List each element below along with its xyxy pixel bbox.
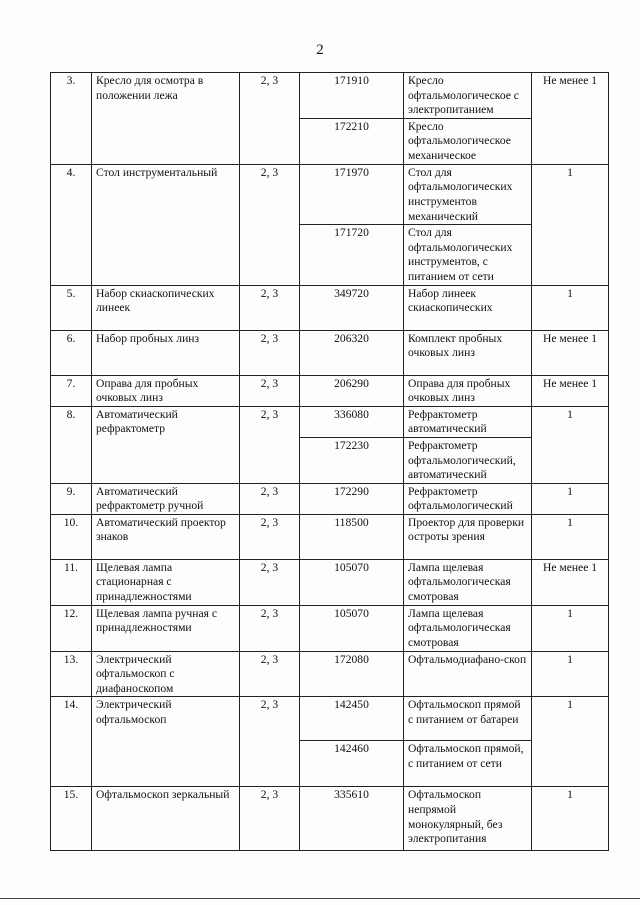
item-code: 172210	[300, 118, 404, 164]
row-number: 6.	[51, 330, 92, 375]
item-code: 172290	[300, 483, 404, 514]
item-code: 171910	[300, 73, 404, 119]
page-bottom-edge	[0, 898, 640, 899]
quantity: 1	[532, 787, 609, 851]
item-code: 206320	[300, 330, 404, 375]
table-row	[51, 787, 609, 851]
indication: 2, 3	[240, 164, 300, 285]
indication: 2, 3	[240, 787, 300, 851]
item-code: 118500	[300, 514, 404, 559]
row-number: 8.	[51, 406, 92, 483]
item-description: Лампа щелевая офтальмологическая смотровая	[404, 559, 532, 605]
indication: 2, 3	[240, 651, 300, 697]
quantity: Не менее 1	[532, 73, 609, 165]
quantity: 1	[532, 164, 609, 285]
indication: 2, 3	[240, 483, 300, 514]
table-row	[51, 330, 609, 375]
table-row	[51, 406, 609, 437]
quantity: 1	[532, 514, 609, 559]
table-row	[51, 483, 609, 514]
quantity: 1	[532, 285, 609, 330]
item-description: Офтальмоскоп прямой, с питанием от сети	[404, 741, 532, 787]
item-description: Проектор для проверки остроты зрения	[404, 514, 532, 559]
item-description: Оправа для пробных очковых линз	[404, 375, 532, 406]
indication: 2, 3	[240, 605, 300, 651]
row-number: 7.	[51, 375, 92, 406]
equipment-name: Автоматический рефрактометр ручной	[92, 483, 240, 514]
table-row	[51, 651, 609, 697]
equipment-name: Набор пробных линз	[92, 330, 240, 375]
item-code: 142450	[300, 697, 404, 741]
row-number: 5.	[51, 285, 92, 330]
row-number: 9.	[51, 483, 92, 514]
table-row	[51, 697, 609, 741]
indication: 2, 3	[240, 375, 300, 406]
item-description: Кресло офтальмологическое механическое	[404, 118, 532, 164]
item-code: 336080	[300, 406, 404, 437]
equipment-table	[50, 72, 609, 851]
item-description: Офтальмоскоп непрямой монокулярный, без электропитания	[404, 787, 532, 851]
equipment-name: Щелевая лампа стационарная с принадлежностями	[92, 559, 240, 605]
row-number: 4.	[51, 164, 92, 285]
indication: 2, 3	[240, 73, 300, 165]
table-row	[51, 514, 609, 559]
item-description: Офтальмоскоп прямой с питанием от батареи	[404, 697, 532, 741]
item-code: 171970	[300, 164, 404, 224]
item-code: 172080	[300, 651, 404, 697]
quantity: Не менее 1	[532, 559, 609, 605]
equipment-name: Автоматический проектор знаков	[92, 514, 240, 559]
indication: 2, 3	[240, 285, 300, 330]
equipment-name: Оправа для пробных очковых линз	[92, 375, 240, 406]
item-code: 105070	[300, 605, 404, 651]
item-description: Рефрактометр офтальмологический	[404, 483, 532, 514]
row-number: 10.	[51, 514, 92, 559]
equipment-name: Офтальмоскоп зеркальный	[92, 787, 240, 851]
item-description: Рефрактометр автоматический	[404, 406, 532, 437]
page-number: 2	[316, 42, 324, 58]
equipment-name: Набор скиаскопических линеек	[92, 285, 240, 330]
quantity: 1	[532, 697, 609, 787]
quantity: 1	[532, 483, 609, 514]
item-description: Кресло офтальмологическое с электропитанием	[404, 73, 532, 119]
row-number: 13.	[51, 651, 92, 697]
table-row	[51, 73, 609, 119]
equipment-name: Кресло для осмотра в положении лежа	[92, 73, 240, 165]
table-row	[51, 375, 609, 406]
indication: 2, 3	[240, 559, 300, 605]
indication: 2, 3	[240, 330, 300, 375]
item-description: Офтальмодиафано-скоп	[404, 651, 532, 697]
indication: 2, 3	[240, 697, 300, 787]
table-row	[51, 559, 609, 605]
indication: 2, 3	[240, 406, 300, 483]
item-code: 105070	[300, 559, 404, 605]
equipment-name: Электрический офтальмоскоп с диафаноскопом	[92, 651, 240, 697]
row-number: 11.	[51, 559, 92, 605]
item-description: Стол для офтальмологических инструментов, с питанием от сети	[404, 225, 532, 285]
item-description: Рефрактометр офтальмологический, автоматический	[404, 437, 532, 483]
quantity: 1	[532, 406, 609, 483]
item-description: Стол для офтальмологических инструментов механический	[404, 164, 532, 224]
item-code: 206290	[300, 375, 404, 406]
row-number: 15.	[51, 787, 92, 851]
item-description: Набор линеек скиаскопических	[404, 285, 532, 330]
indication: 2, 3	[240, 514, 300, 559]
item-code: 335610	[300, 787, 404, 851]
row-number: 12.	[51, 605, 92, 651]
table-row	[51, 164, 609, 224]
quantity: 1	[532, 651, 609, 697]
item-description: Комплект пробных очковых линз	[404, 330, 532, 375]
equipment-name: Стол инструментальный	[92, 164, 240, 285]
item-code: 172230	[300, 437, 404, 483]
equipment-name: Электрический офтальмоскоп	[92, 697, 240, 787]
item-code: 349720	[300, 285, 404, 330]
row-number: 3.	[51, 73, 92, 165]
row-number: 14.	[51, 697, 92, 787]
quantity: Не менее 1	[532, 330, 609, 375]
table-row	[51, 605, 609, 651]
equipment-name: Автоматический рефрактометр	[92, 406, 240, 483]
item-description: Лампа щелевая офтальмологическая смотровая	[404, 605, 532, 651]
quantity: 1	[532, 605, 609, 651]
item-code: 171720	[300, 225, 404, 285]
item-code: 142460	[300, 741, 404, 787]
quantity: Не менее 1	[532, 375, 609, 406]
table-row	[51, 285, 609, 330]
equipment-name: Щелевая лампа ручная с принадлежностями	[92, 605, 240, 651]
